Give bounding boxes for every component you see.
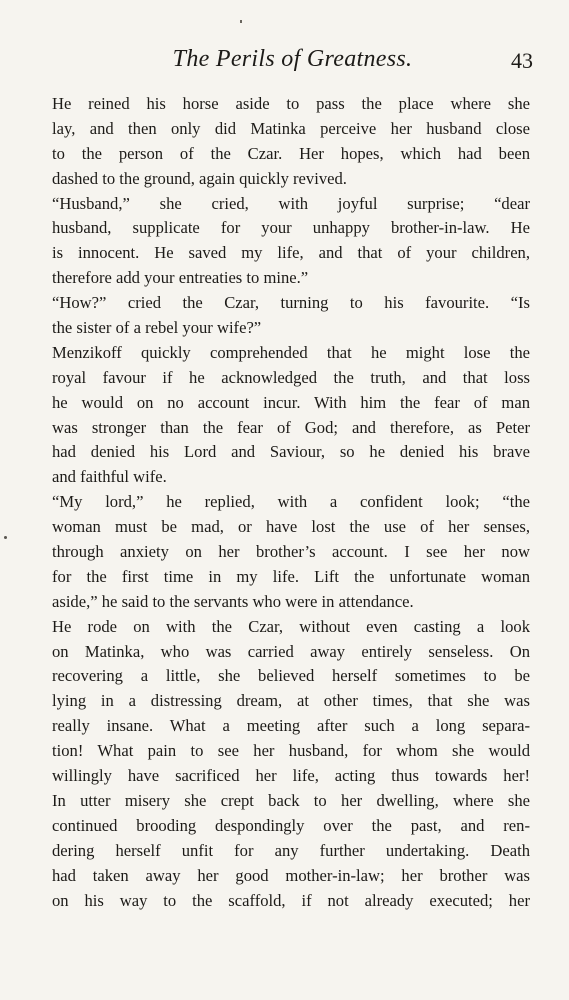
text-line: had taken away her good mother-in-law; her brother was	[52, 865, 530, 885]
text-line: on his way to the scaffold, if not already executed; her	[52, 890, 530, 910]
text-line: continued brooding despondingly over the past, and ren-	[52, 815, 530, 835]
page-number: 43	[511, 48, 533, 73]
text-line: dashed to the ground, again quickly revived.	[52, 168, 347, 188]
text-line: “How?” cried the Czar, turning to his favourite. “Is	[52, 293, 530, 313]
text-line: the sister of a rebel your wife?”	[52, 318, 262, 338]
text-line: was stronger than the fear of God; and therefore, as Peter	[52, 417, 530, 437]
text-line: aside,” he said to the servants who were in attendance.	[52, 591, 414, 611]
print-speck	[240, 20, 242, 23]
text-line: royal favour if he acknowledged the truth, and that loss	[52, 367, 530, 387]
text-line: therefore add your entreaties to mine.”	[52, 268, 309, 288]
text-line: “Husband,” she cried, with joyful surprise; “dear	[52, 193, 530, 213]
text-line: husband, supplicate for your unhappy brother-in-law. He	[52, 218, 530, 238]
text-line: He rode on with the Czar, without even casting a look	[52, 616, 530, 636]
body-text	[52, 92, 530, 913]
text-line: willingly have sacrificed her life, acting thus towards her!	[52, 766, 530, 786]
text-line: had denied his Lord and Saviour, so he denied his brave	[52, 442, 530, 462]
text-line: Menzikoff quickly comprehended that he might lose the	[52, 342, 530, 362]
text-line: He reined his horse aside to pass the place where she	[52, 94, 530, 113]
text-line: dering herself unfit for any further undertaking. Death	[52, 840, 530, 860]
text-line: tion! What pain to see her husband, for whom she would	[52, 741, 530, 761]
text-line: is innocent. He saved my life, and that of your children,	[52, 243, 530, 263]
text-line: woman must be mad, or have lost the use of her senses,	[52, 517, 530, 537]
text-line: “My lord,” he replied, with a confident look; “the	[52, 492, 530, 512]
text-line: through anxiety on her brother’s account. I see her now	[52, 542, 530, 562]
text-line: for the first time in my life. Lift the unfortunate woman	[52, 566, 530, 586]
text-line: In utter misery she crept back to her dwelling, where she	[52, 790, 530, 810]
margin-speck	[4, 536, 7, 539]
text-line: he would on no account incur. With him the fear of man	[52, 392, 530, 412]
text-line: lay, and then only did Matinka perceive her husband close	[52, 118, 530, 138]
running-title: The Perils of Greatness.	[172, 46, 413, 72]
text-line: and faithful wife.	[52, 467, 167, 487]
text-line: really insane. What a meeting after such a long separa-	[52, 716, 530, 736]
text-line: lying in a distressing dream, at other times, that she was	[52, 691, 530, 711]
text-line: recovering a little, she believed herself sometimes to be	[52, 666, 530, 686]
page-header	[52, 44, 533, 74]
text-line: to the person of the Czar. Her hopes, which had been	[52, 143, 530, 163]
text-line: on Matinka, who was carried away entirely senseless. On	[52, 641, 530, 661]
